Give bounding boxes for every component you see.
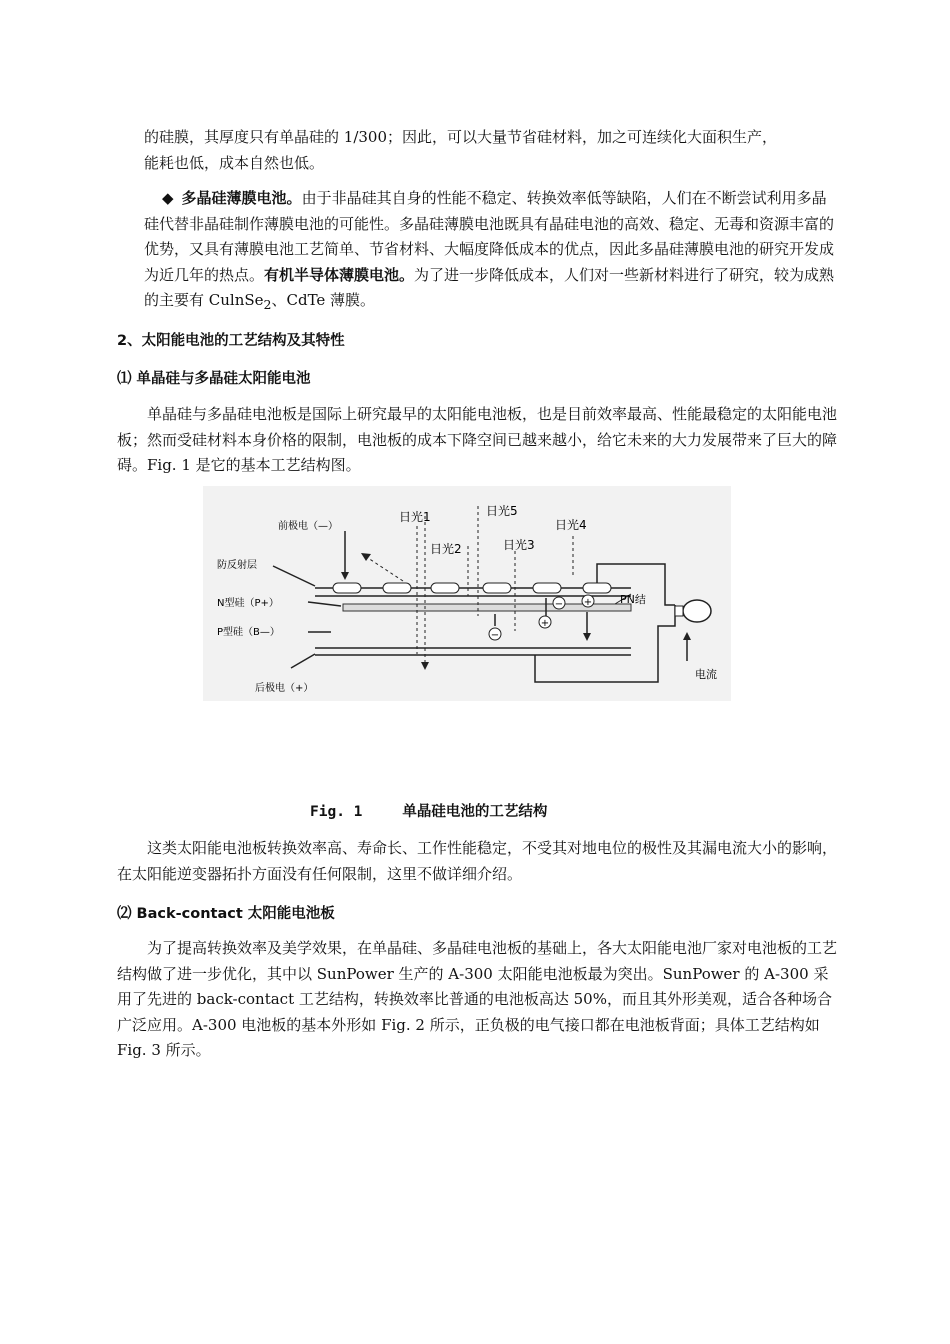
label-back-electrode: 后极电（+） [255, 683, 314, 694]
label-pn: PN结 [620, 593, 646, 606]
front-electrode [583, 583, 611, 593]
paragraph-thin-film-intro [117, 125, 839, 176]
section-heading: 2、太阳能电池的工艺结构及其特性 [117, 333, 345, 349]
bulb-icon [683, 600, 711, 622]
body-text: 由于非晶硅其自身的性能不稳定、转换效率低等缺陷，人们在不断尝试利用多晶硅代替非晶硅制作薄膜电池的可能性。多晶硅薄膜电池既具有晶硅电池的高效、稳定、无毒和资源丰富的优势，又具有薄膜电池工艺简单、节省材料、大幅度降低成本的优点，因此多晶硅薄膜电池的研究开发成为近几年的热点。 [144, 189, 835, 284]
arrow-head [341, 572, 349, 580]
arrow-head [361, 553, 371, 561]
figure-number: Fig. 1 [310, 804, 363, 820]
cell-diagram [203, 486, 731, 701]
body-text: 单晶硅与多晶硅电池板是国际上研究最早的太阳能电池板，也是目前效率最高、性能最稳定的太阳能电池板；然而受硅材料本身价格的限制，电池板的成本下降空间已越来越小，给它未来的大力发展带来了巨大的障碍。Fig. 1 是它的基本工艺结构图。 [117, 405, 838, 474]
wire [535, 605, 675, 682]
bullet-icon: ◆ [162, 189, 174, 207]
paragraph-monocrystal [117, 402, 839, 479]
body-text: 为了进一步降低成本，人们对一些新材料进行了研究，较为成熟的主要有 CulnSe [144, 265, 835, 309]
charge-sign: + [583, 597, 593, 608]
body-text: 、CdTe 薄膜。 [271, 291, 376, 309]
arrow-head [583, 633, 591, 641]
pointer-arrow [273, 566, 315, 586]
label-light-5: 日光5 [486, 504, 518, 518]
bold-lead: 多晶硅薄膜电池。 [181, 189, 302, 207]
arrow-head [683, 632, 691, 640]
pointer-arrow [291, 654, 315, 668]
label-light-4: 日光4 [555, 518, 587, 532]
charge-sign: + [540, 618, 550, 629]
front-electrode [333, 583, 361, 593]
front-electrode [383, 583, 411, 593]
body-text: 为了提高转换效率及美学效果，在单晶硅、多晶硅电池板的基础上，各大太阳能电池厂家对电池板的工艺结构做了进一步优化，其中以 SunPower 生产的 A-300 太阳能电池板最为突出。SunPower 的 A-300 采用了先进的 back-contact 工艺结构，转换效率比普通的电池板高达 50%，而且其外形美观，适合各种场合广泛应用。A-300 电池板的基本外形如 Fig. 2 所示，正负极的电气接口都在电池板背面；具体工艺结构如 Fig. 3 所示。 [117, 939, 838, 1059]
label-light-2: 日光2 [430, 542, 462, 556]
figure-caption [310, 800, 547, 821]
bulb-base [675, 606, 683, 616]
label-anti-reflect: 防反射层 [217, 560, 257, 571]
label-p-silicon: P型硅（B—） [217, 627, 280, 638]
front-electrode [533, 583, 561, 593]
bold-mid: 有机半导体薄膜电池。 [264, 265, 415, 284]
body-text: 这类太阳能电池板转换效率高、寿命长、工作性能稳定，不受其对地电位的极性及其漏电流大小的影响，在太阳能逆变器拓扑方面没有任何限制，这里不做详细介绍。 [117, 839, 838, 883]
figure-title: 单晶硅电池的工艺结构 [402, 804, 548, 820]
label-light-1: 日光1 [399, 510, 431, 524]
paragraph-performance [117, 836, 839, 887]
text-line: 能耗也低，成本自然也低。 [144, 153, 325, 172]
arrow-head [421, 662, 429, 670]
reflect-arrow [368, 558, 403, 581]
label-front-electrode: 前极电（—） [278, 521, 338, 532]
front-electrode [431, 583, 459, 593]
paragraph-back-contact [117, 936, 839, 1064]
subscript: 2 [263, 297, 272, 312]
paragraph-polysilicon [117, 186, 839, 318]
pointer-arrow [308, 602, 341, 606]
subsection-heading: ⑵ Back-contact 太阳能电池板 [117, 906, 335, 922]
front-electrode [483, 583, 511, 593]
label-light-3: 日光3 [503, 538, 535, 552]
charge-sign: − [490, 630, 500, 641]
figure-cell-structure [203, 486, 731, 701]
charge-sign: − [554, 599, 564, 610]
label-current: 电流 [695, 668, 717, 681]
text-line: 的硅膜，其厚度只有单晶硅的 1/300；因此，可以大量节省硅材料，加之可连续化大面积生产， [144, 128, 777, 146]
subsection-heading: ⑴ 单晶硅与多晶硅太阳能电池 [117, 371, 311, 387]
label-n-silicon: N型硅（P+） [217, 598, 279, 609]
